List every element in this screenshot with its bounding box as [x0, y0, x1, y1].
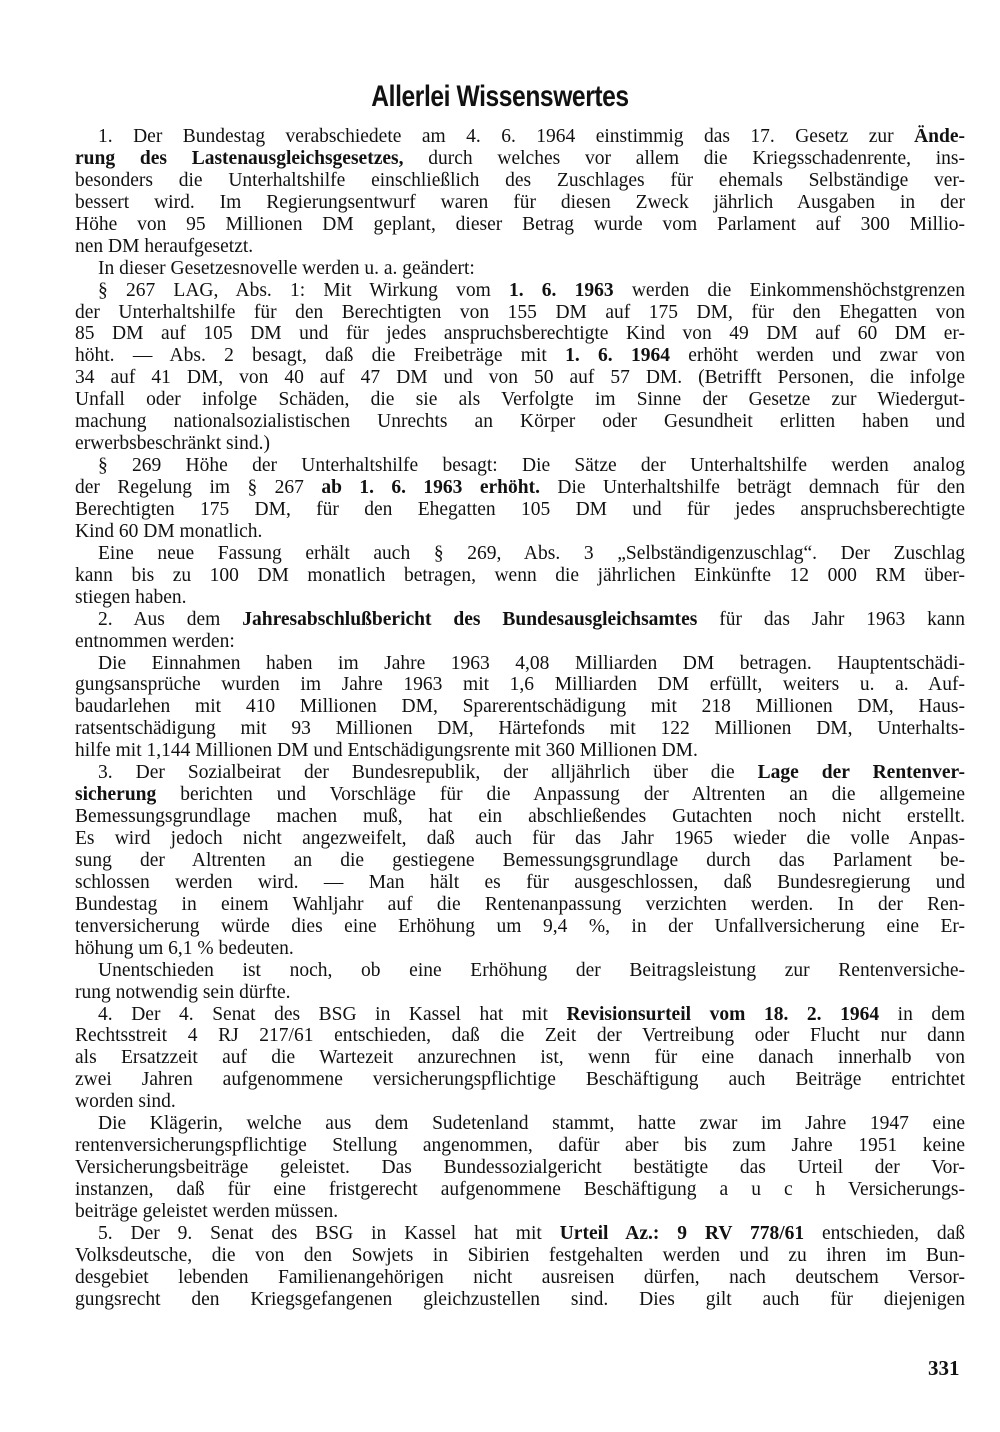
text-line [75, 280, 965, 302]
text-segment: Höhe von 95 Millionen DM geplant, dieser Betrag wurde vom Parlament auf 300 Millio- [75, 213, 965, 235]
text-line [75, 389, 965, 411]
text-line [75, 236, 965, 258]
page-number: 331 [928, 1356, 960, 1380]
text-segment: höhung um 6,1 % bedeuten. [75, 937, 294, 959]
text-line [75, 762, 965, 784]
text-line [75, 367, 965, 389]
text-segment: 85 DM auf 105 DM und für jedes anspruchsberechtigte Kind von 49 DM auf 60 DM er- [75, 323, 965, 345]
text-segment: höht. — Abs. 2 besagt, daß die Freibeträge mit [75, 345, 566, 367]
text-segment: desgebiet lebenden Familienangehörigen nicht ausreisen dürfen, nach deutschem Versor- [75, 1266, 965, 1288]
text-line [75, 1267, 965, 1289]
text-segment: 34 auf 41 DM, von 40 auf 47 DM und von 50 auf 57 DM. (Betrifft Personen, die infolge [75, 367, 965, 389]
text-line [75, 565, 965, 587]
text-line [75, 433, 965, 455]
text-segment: erwerbsbeschränkt sind.) [75, 433, 270, 455]
text-segment: gungsrecht den Kriegsgefangenen gleichzustellen sind. Dies gilt auch für diejenigen [75, 1288, 965, 1310]
text-line [75, 1113, 965, 1135]
text-line [75, 477, 965, 499]
text-segment: Die Einnahmen haben im Jahre 1963 4,08 Milliarden DM betragen. Hauptentschädi- [98, 652, 965, 674]
text-segment: rung notwendig sein dürfte. [75, 981, 291, 1003]
text-line [75, 1157, 965, 1179]
text-line [75, 806, 965, 828]
text-segment: baudarlehen mit 410 Millionen DM, Sparerentschädigung mit 218 Millionen DM, Haus- [75, 696, 965, 718]
text-line [75, 784, 965, 806]
text-line [75, 170, 965, 192]
text-segment: Berechtigten 175 DM, für den Ehegatten 105 DM und für jedes anspruchsberechtigte [75, 498, 965, 520]
text-line [75, 674, 965, 696]
text-line [75, 521, 965, 543]
text-segment: schlossen werden wird. — Man hält es für ausgeschlossen, daß Bundesregierung und [75, 871, 965, 893]
text-line [75, 214, 965, 236]
text-segment: Eine neue Fassung erhält auch § 269, Abs. 3 „Selbständigenzuschlag“. Der Zuschlag [98, 542, 965, 564]
text-segment: Bemessungsgrundlage machen muß, hat ein abschließendes Gutachten noch nicht erstellt. [75, 806, 965, 828]
text-line [75, 411, 965, 433]
text-segment: entnommen werden: [75, 630, 235, 652]
text-line [75, 148, 965, 170]
text-line [75, 653, 965, 675]
text-line [75, 894, 965, 916]
text-segment: 5. Der 9. Senat des BSG in Kassel hat mit [98, 1222, 560, 1244]
text-segment: bessert wird. Im Regierungsentwurf waren für diesen Zweck jährlich Ausgaben in der [75, 191, 965, 213]
bold-text: Revisionsurteil vom 18. 2. 1964 [566, 1003, 880, 1025]
text-line [75, 1069, 965, 1091]
text-segment: 2. Aus dem [98, 608, 243, 630]
text-line [75, 1201, 965, 1223]
text-line [75, 192, 965, 214]
text-segment: der Unterhaltshilfe für den Berechtigten von 155 DM auf 175 DM, für den Ehegatten von [75, 301, 965, 323]
text-segment: entschieden, daß [804, 1222, 965, 1244]
text-segment: tenversicherung würde dies eine Erhöhung um 9,4 %, in der Unfallversicherung eine Er- [75, 915, 965, 937]
article-body [75, 126, 965, 1311]
text-segment: nen DM heraufgesetzt. [75, 235, 254, 257]
text-line [75, 1289, 965, 1311]
text-segment: Die Unterhaltshilfe beträgt demnach für den [539, 477, 965, 498]
text-line [75, 609, 965, 631]
text-segment: 1. Der Bundestag verabschiedete am 4. 6. 1964 einstimmig das 17. Gesetz zur [98, 126, 915, 147]
text-segment: werden die Einkommenshöchstgrenzen [613, 279, 965, 301]
text-segment: Volksdeutsche, die von den Sowjets in Sibirien festgehalten werden und zu ihren im Bun- [75, 1244, 965, 1266]
text-segment: sung der Altrenten an die gestiegene Bemessungsgrundlage durch das Parlament be- [75, 849, 965, 871]
text-line [75, 302, 965, 324]
text-segment: kann bis zu 100 DM monatlich betragen, wenn die jährlichen Einkünfte 12 000 RM über- [75, 564, 965, 586]
bold-text: ab 1. 6. 1963 erhöht. [321, 477, 540, 498]
text-segment: rentenversicherungspflichtige Stellung angenommen, dafür aber bis zum Jahre 1951 keine [75, 1135, 965, 1157]
text-segment: machung nationalsozialistischen Unrechts an Körper oder Gesundheit erlitten haben und [75, 411, 965, 433]
text-segment: Es wird jedoch nicht angezweifelt, daß auch für das Jahr 1965 wieder die volle Anpas- [75, 828, 965, 849]
text-line [75, 126, 965, 148]
text-line [75, 1179, 965, 1201]
text-line [75, 455, 965, 477]
text-line [75, 718, 965, 740]
text-segment: berichten und Vorschläge für die Anpassung der Altrenten an die allgemeine [156, 784, 965, 806]
text-line [75, 1135, 965, 1157]
text-segment: Die Klägerin, welche aus dem Sudetenland stammt, hatte zwar im Jahre 1947 eine [98, 1113, 965, 1135]
text-line [75, 345, 965, 367]
text-segment: Unfall oder infolge Schäden, die sie als Verfolgte im Sinne der Gesetze zur Wiedergut- [75, 389, 965, 411]
text-segment: ratsentschädigung mit 93 Millionen DM, Härtefonds mit 122 Millionen DM, Unterhalts- [75, 718, 965, 740]
bold-text: Lage der Rentenver- [757, 762, 965, 784]
text-line [75, 938, 965, 960]
text-line [75, 916, 965, 938]
text-segment: in dem [879, 1003, 965, 1025]
text-line [75, 1223, 965, 1245]
text-segment: Kind 60 DM monatlich. [75, 520, 263, 542]
text-segment: In dieser Gesetzesnovelle werden u. a. geändert: [98, 257, 475, 279]
text-segment: der Regelung im § 267 [75, 477, 322, 498]
text-line [75, 323, 965, 345]
text-segment: worden sind. [75, 1091, 176, 1113]
text-line [75, 850, 965, 872]
text-segment: § 267 LAG, Abs. 1: Mit Wirkung vom [98, 279, 509, 301]
text-segment: als Ersatzzeit auf die Wartezeit anzurechnen ist, wenn für eine danach innerhalb von [75, 1047, 965, 1069]
text-segment: Versicherungsbeiträge geleistet. Das Bundessozialgericht bestätigte das Urteil der Vor- [75, 1157, 965, 1179]
bold-text: 1. 6. 1963 [508, 279, 614, 301]
text-line [75, 631, 965, 653]
text-segment: besonders die Unterhaltshilfe einschließlich des Zuschlages für ehemals Selbständige ver- [75, 169, 965, 191]
text-segment: hilfe mit 1,144 Millionen DM und Entschädigungsrente mit 360 Millionen DM. [75, 740, 698, 762]
text-line [75, 872, 965, 894]
text-line [75, 1091, 965, 1113]
text-line [75, 499, 965, 521]
text-line [75, 1004, 965, 1026]
bold-text: 1. 6. 1964 [565, 345, 670, 367]
text-segment: erhöht werden und zwar von [669, 345, 966, 367]
text-segment: Bundestag in einem Wahljahr auf die Rentenanpassung verzichten werden. In der Ren- [75, 893, 965, 915]
text-segment: 4. Der 4. Senat des BSG in Kassel hat mit [98, 1003, 567, 1025]
text-segment: Unentschieden ist noch, ob eine Erhöhung der Beitragsleistung zur Rentenversiche- [98, 959, 965, 981]
text-line [75, 740, 965, 762]
text-segment: Rechtsstreit 4 RJ 217/61 entschieden, daß die Zeit der Vertreibung oder Flucht nur dann [75, 1025, 965, 1047]
text-line [75, 258, 965, 280]
text-line [75, 543, 965, 565]
text-line [75, 960, 965, 982]
text-segment: § 269 Höhe der Unterhaltshilfe besagt: Die Sätze der Unterhaltshilfe werden analog [98, 455, 965, 477]
text-line [75, 1245, 965, 1267]
text-segment: stiegen haben. [75, 586, 187, 608]
text-segment: gungsansprüche wurden im Jahre 1963 mit 1,6 Milliarden DM erfüllt, weiters u. a. Auf- [75, 674, 965, 696]
text-segment: 3. Der Sozialbeirat der Bundesrepublik, der alljährlich über die [98, 762, 758, 784]
text-segment: beiträge geleistet werden müssen. [75, 1200, 339, 1222]
bold-text: Jahresabschlußbericht des Bundesausgleichsamtes [242, 608, 698, 630]
text-line [75, 982, 965, 1004]
text-line [75, 828, 965, 850]
bold-text: rung des Lastenausgleichsgesetzes, [75, 147, 404, 169]
text-segment: zwei Jahren aufgenommene versicherungspflichtige Beschäftigung auch Beiträge entrichtet [75, 1069, 965, 1091]
bold-text: Urteil Az.: 9 RV 778/61 [559, 1222, 805, 1244]
text-line [75, 1025, 965, 1047]
text-line [75, 1047, 965, 1069]
text-segment: durch welches vor allem die Kriegsschadenrente, ins- [403, 147, 965, 169]
text-segment: für das Jahr 1963 kann [697, 608, 966, 630]
page-title: Allerlei Wissenswertes [371, 80, 629, 113]
text-line [75, 587, 965, 609]
text-line [75, 696, 965, 718]
bold-text: sicherung [75, 784, 157, 806]
text-segment: instanzen, daß für eine fristgerecht aufgenommene Beschäftigung a u c h Versicherungs- [75, 1179, 965, 1200]
bold-text: Ände- [914, 126, 965, 147]
